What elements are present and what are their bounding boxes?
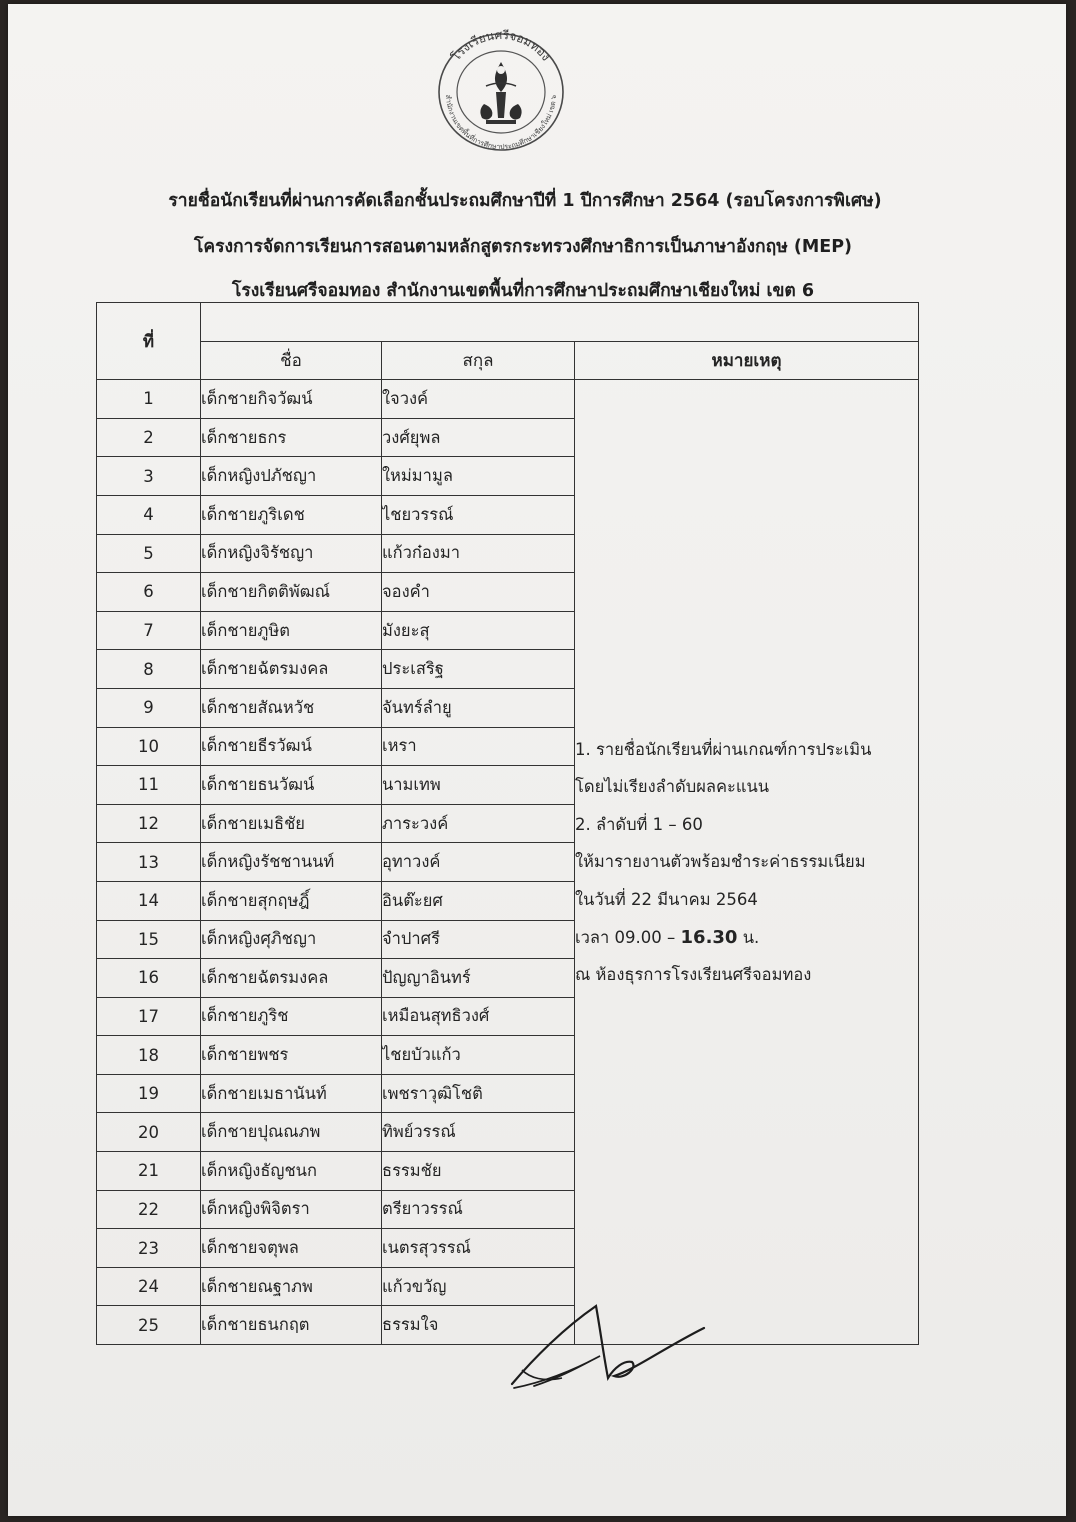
student-surname: แก้วขวัญ — [382, 1267, 575, 1306]
student-name: เด็กชายฉัตรมงคล — [201, 650, 382, 689]
row-number: 16 — [97, 959, 201, 998]
row-number: 1 — [97, 380, 201, 419]
note-time-suffix: น. — [737, 927, 760, 947]
student-name: เด็กชายพชร — [201, 1036, 382, 1075]
student-name: เด็กชายกิตติพัฒณ์ — [201, 573, 382, 612]
student-surname: อินต๊ะยศ — [382, 881, 575, 920]
row-number: 4 — [97, 495, 201, 534]
student-name: เด็กหญิงพิจิตรา — [201, 1190, 382, 1229]
student-surname: ทิพย์วรรณ์ — [382, 1113, 575, 1152]
student-name: เด็กหญิงรัชชานนท์ — [201, 843, 382, 882]
row-number: 3 — [97, 457, 201, 496]
student-surname: จันทร์ลำยู — [382, 688, 575, 727]
row-number: 25 — [97, 1306, 201, 1345]
note-line-7: ณ ห้องธุรการโรงเรียนศรีจอมทอง — [575, 965, 812, 985]
note-line-3: 2. ลำดับที่ 1 – 60 — [575, 814, 703, 834]
student-name: เด็กชายธนวัฒน์ — [201, 766, 382, 805]
student-surname: วงศ์ยุพล — [382, 418, 575, 457]
row-number: 18 — [97, 1036, 201, 1075]
student-name: เด็กชายเมธานันท์ — [201, 1074, 382, 1113]
note-time-prefix: เวลา 09.00 – — [575, 927, 681, 947]
school-seal-stamp — [426, 22, 576, 156]
student-surname: นามเทพ — [382, 766, 575, 805]
header-name: ชื่อ — [201, 341, 382, 380]
student-name: เด็กชายสุกฤษฎิ์ — [201, 881, 382, 920]
student-surname: จองคำ — [382, 573, 575, 612]
signature — [504, 1298, 714, 1398]
student-name: เด็กชายภูริเดช — [201, 495, 382, 534]
header-note: หมายเหตุ — [575, 341, 919, 380]
heading-line-3: โรงเรียนศรีจอมทอง สำนักงานเขตพื้นที่การศึกษาประถมศึกษาเชียงใหม่ เขต 6 — [231, 281, 815, 301]
header-surname: สกุล — [382, 341, 575, 380]
note-line-2: โดยไม่เรียงลำดับผลคะแนน — [575, 777, 770, 797]
student-name: เด็กชายจตุพล — [201, 1229, 382, 1268]
student-surname: จำปาศรี — [382, 920, 575, 959]
student-surname: ภาระวงค์ — [382, 804, 575, 843]
row-number: 11 — [97, 766, 201, 805]
student-surname: เนตรสุวรรณ์ — [382, 1229, 575, 1268]
student-name: เด็กหญิงจิรัชญา — [201, 534, 382, 573]
heading-line-1: รายชื่อนักเรียนที่ผ่านการคัดเลือกชั้นประถมศึกษาปีที่ 1 ปีการศึกษา 2564 (รอบโครงการพิเศษ) — [168, 191, 882, 211]
row-number: 23 — [97, 1229, 201, 1268]
student-name: เด็กชายภูษิต — [201, 611, 382, 650]
row-number: 6 — [97, 573, 201, 612]
row-number: 20 — [97, 1113, 201, 1152]
note-line-1: 1. รายชื่อนักเรียนที่ผ่านเกณฑ์การประเมิน — [575, 739, 872, 759]
row-number: 5 — [97, 534, 201, 573]
document-page — [8, 4, 1066, 1516]
row-number: 19 — [97, 1074, 201, 1113]
heading-line-2: โครงการจัดการเรียนการสอนตามหลักสูตรกระทรวงศึกษาธิการเป็นภาษาอังกฤษ (MEP) — [193, 237, 853, 257]
header-blank-band — [201, 303, 919, 342]
student-surname: อุทาวงค์ — [382, 843, 575, 882]
table-row — [97, 380, 919, 419]
student-name: เด็กหญิงศุภิชญา — [201, 920, 382, 959]
row-number: 13 — [97, 843, 201, 882]
row-number: 2 — [97, 418, 201, 457]
row-number: 17 — [97, 997, 201, 1036]
student-name: เด็กชายภูริช — [201, 997, 382, 1036]
remarks-cell — [575, 380, 919, 1345]
student-surname: เหรา — [382, 727, 575, 766]
student-surname: มังยะสุ — [382, 611, 575, 650]
student-surname: ธรรมใจ — [382, 1306, 575, 1345]
student-name: เด็กชายฉัตรมงคล — [201, 959, 382, 998]
row-number: 24 — [97, 1267, 201, 1306]
row-number: 15 — [97, 920, 201, 959]
row-number: 21 — [97, 1152, 201, 1191]
student-surname: ไชยบัวแก้ว — [382, 1036, 575, 1075]
student-surname: ใหม่มามูล — [382, 457, 575, 496]
header-number: ที่ — [97, 303, 201, 380]
student-surname: ประเสริฐ — [382, 650, 575, 689]
student-name: เด็กชายกิจวัฒน์ — [201, 380, 382, 419]
student-surname: ตรียาวรรณ์ — [382, 1190, 575, 1229]
row-number: 8 — [97, 650, 201, 689]
seal-name-bottom: สำนักงานเขตพื้นที่การศึกษาประถมศึกษาเชียงใหม่ เขต ๖ — [443, 94, 559, 152]
note-time-end: 16.30 — [680, 926, 738, 948]
student-name: เด็กชายธีรวัฒน์ — [201, 727, 382, 766]
note-line-5: ในวันที่ 22 มีนาคม 2564 — [575, 889, 758, 909]
student-surname: ใจวงค์ — [382, 380, 575, 419]
student-name: เด็กชายสัณหวัช — [201, 688, 382, 727]
student-name: เด็กชายณฐาภพ — [201, 1267, 382, 1306]
student-name: เด็กหญิงธัญชนก — [201, 1152, 382, 1191]
student-surname: ไชยวรรณ์ — [382, 495, 575, 534]
row-number: 9 — [97, 688, 201, 727]
student-name: เด็กหญิงปภัชญา — [201, 457, 382, 496]
row-number: 10 — [97, 727, 201, 766]
student-name: เด็กชายธกร — [201, 418, 382, 457]
student-surname: ปัญญาอินทร์ — [382, 959, 575, 998]
svg-text:โรงเรียนศรีจอมทอง — [449, 28, 553, 64]
row-number: 14 — [97, 881, 201, 920]
student-name: เด็กชายธนกฤต — [201, 1306, 382, 1345]
seal-name-top: โรงเรียนศรีจอมทอง — [448, 27, 554, 64]
student-roster-table — [96, 302, 919, 1345]
note-line-4: ให้มารายงานตัวพร้อมชำระค่าธรรมเนียม — [575, 852, 866, 872]
student-surname: ธรรมชัย — [382, 1152, 575, 1191]
student-surname: แก้วก๋องมา — [382, 534, 575, 573]
row-number: 22 — [97, 1190, 201, 1229]
student-name: เด็กชายเมธิชัย — [201, 804, 382, 843]
student-name: เด็กชายปุณณภพ — [201, 1113, 382, 1152]
student-surname: เพชราวุฒิโชติ — [382, 1074, 575, 1113]
row-number: 7 — [97, 611, 201, 650]
student-surname: เหมือนสุทธิวงศ์ — [382, 997, 575, 1036]
row-number: 12 — [97, 804, 201, 843]
note-line-6 — [575, 919, 918, 957]
